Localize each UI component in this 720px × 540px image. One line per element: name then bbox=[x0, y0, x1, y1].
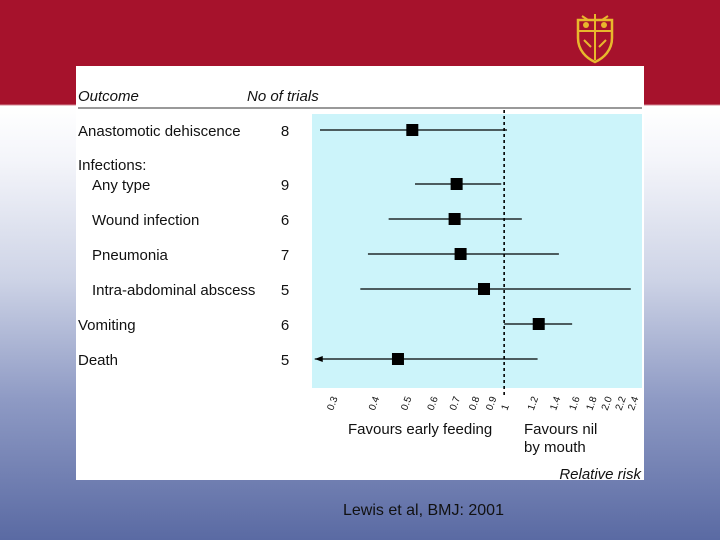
point-estimate-marker bbox=[406, 124, 418, 136]
point-estimate-marker bbox=[392, 353, 404, 365]
plot-background bbox=[312, 114, 642, 388]
x-tick-label: 0.3 bbox=[325, 395, 341, 413]
outcome-label: Wound infection bbox=[92, 212, 200, 229]
x-tick-label: 0.6 bbox=[425, 395, 441, 413]
forest-plot bbox=[76, 66, 644, 480]
x-tick-label: 0.5 bbox=[399, 395, 415, 413]
point-estimate-marker bbox=[455, 248, 467, 260]
x-tick-label: 0.8 bbox=[467, 395, 483, 413]
favours-nil-label: by mouth bbox=[524, 439, 586, 456]
trials-column-header: No of trials bbox=[247, 88, 319, 105]
outcome-label: Anastomotic dehiscence bbox=[78, 123, 241, 140]
trial-count: 6 bbox=[280, 212, 290, 229]
outcome-label: Vomiting bbox=[78, 317, 136, 334]
x-tick-label: 0.4 bbox=[367, 395, 383, 413]
point-estimate-marker bbox=[478, 283, 490, 295]
x-tick-label: 1 bbox=[499, 403, 512, 413]
favours-nil-label: Favours nil bbox=[524, 421, 598, 438]
x-tick-label: 2.0 bbox=[599, 395, 615, 413]
outcome-column-header: Outcome bbox=[78, 88, 139, 105]
x-tick-label: 1.8 bbox=[584, 395, 600, 413]
x-axis-title: Relative risk bbox=[559, 466, 641, 480]
trial-count: 8 bbox=[280, 123, 290, 140]
trial-count: 7 bbox=[280, 247, 290, 264]
x-tick-label: 0.7 bbox=[448, 395, 464, 413]
university-crest-icon bbox=[574, 14, 616, 64]
forest-plot-panel bbox=[76, 66, 644, 480]
x-tick-label: 1.4 bbox=[548, 395, 564, 413]
outcome-label: Infections: bbox=[78, 157, 147, 174]
favours-early-feeding-label: Favours early feeding bbox=[348, 421, 493, 438]
point-estimate-marker bbox=[451, 178, 463, 190]
trial-count: 6 bbox=[280, 317, 290, 334]
x-tick-label: 0.9 bbox=[484, 395, 500, 413]
citation-caption: Lewis et al, BMJ: 2001 bbox=[343, 502, 504, 519]
x-tick-label: 2.4 bbox=[626, 395, 642, 413]
outcome-label: Pneumonia bbox=[92, 247, 168, 264]
point-estimate-marker bbox=[449, 213, 461, 225]
point-estimate-marker bbox=[533, 318, 545, 330]
x-tick-label: 2.2 bbox=[613, 395, 629, 413]
outcome-label: Intra-abdominal abscess bbox=[92, 282, 256, 299]
trial-count: 5 bbox=[280, 282, 290, 299]
trial-count: 5 bbox=[280, 352, 290, 369]
trial-count: 9 bbox=[280, 177, 290, 194]
x-tick-label: 1.6 bbox=[567, 395, 583, 413]
outcome-label: Any type bbox=[92, 177, 151, 194]
outcome-label: Death bbox=[78, 352, 119, 369]
x-tick-label: 1.2 bbox=[526, 395, 542, 413]
